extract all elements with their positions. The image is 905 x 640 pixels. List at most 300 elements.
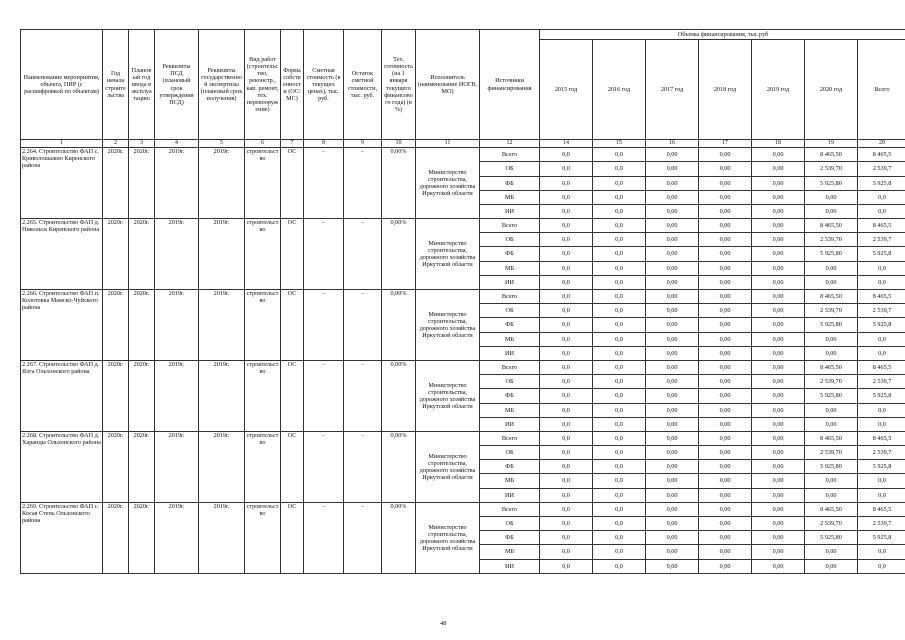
page-number: 48 bbox=[440, 620, 447, 627]
remaining-cost: - bbox=[344, 431, 382, 502]
financing-value: 0,0 bbox=[593, 502, 646, 516]
financing-value: 0,0 bbox=[858, 204, 905, 218]
header-start-year: Год начала строительства bbox=[103, 30, 129, 140]
financing-value: 8 465,5 bbox=[858, 502, 905, 516]
financing-value: 0,00 bbox=[646, 162, 699, 176]
column-number: 7 bbox=[281, 140, 304, 148]
financing-value: 0,00 bbox=[699, 346, 752, 360]
header-executor: Исполнитель (наименование ИОГВ, МО) bbox=[416, 30, 480, 140]
column-number: 16 bbox=[646, 140, 699, 148]
column-number: 15 bbox=[593, 140, 646, 148]
financing-value: 0,00 bbox=[646, 417, 699, 431]
financing-value: 0,00 bbox=[805, 332, 858, 346]
financing-value: 0,0 bbox=[540, 389, 593, 403]
header-2019: 2019 год bbox=[752, 40, 805, 140]
financing-source: Всего bbox=[480, 360, 540, 374]
expertise-year: 2019г. bbox=[199, 360, 245, 431]
expertise-year: 2019г. bbox=[199, 431, 245, 502]
financing-value: 0,00 bbox=[752, 446, 805, 460]
start-year: 2020г. bbox=[103, 360, 129, 431]
ownership: ОС bbox=[281, 360, 304, 431]
financing-value: 0,00 bbox=[646, 517, 699, 531]
financing-value: 0,0 bbox=[540, 247, 593, 261]
financing-value: 0,00 bbox=[752, 275, 805, 289]
financing-value: 2 539,7 bbox=[858, 304, 905, 318]
readiness: 0,00% bbox=[382, 219, 416, 290]
project-name: 2.265. Строительство ФАП д. Никольск Киренского района bbox=[21, 219, 103, 290]
header-2018: 2018 год bbox=[699, 40, 752, 140]
remaining-cost: - bbox=[344, 148, 382, 219]
financing-value: 0,0 bbox=[540, 318, 593, 332]
project-name: 2.264. Строительство ФАП с. Криволошажно Киренского района bbox=[21, 148, 103, 219]
financing-value: 8 465,50 bbox=[805, 431, 858, 445]
financing-source: Всего bbox=[480, 148, 540, 162]
financing-value: 0,0 bbox=[593, 176, 646, 190]
table-header bbox=[21, 30, 905, 148]
financing-value: 0,0 bbox=[593, 204, 646, 218]
readiness: 0,00% bbox=[382, 502, 416, 573]
financing-value: 0,00 bbox=[699, 290, 752, 304]
financing-value: 0,00 bbox=[699, 204, 752, 218]
remaining-cost: - bbox=[344, 360, 382, 431]
financing-source: ОБ bbox=[480, 162, 540, 176]
financing-value: 2 539,7 bbox=[858, 446, 905, 460]
financing-value: 0,00 bbox=[752, 559, 805, 573]
financing-value: 0,0 bbox=[540, 360, 593, 374]
financing-value: 0,00 bbox=[699, 219, 752, 233]
financing-value: 0,0 bbox=[593, 431, 646, 445]
financing-value: 0,0 bbox=[858, 474, 905, 488]
financing-value: 0,00 bbox=[752, 318, 805, 332]
financing-value: 0,00 bbox=[699, 403, 752, 417]
financing-value: 0,00 bbox=[805, 275, 858, 289]
header-remaining-cost: Остаток сметной стоимости, тыс. руб. bbox=[344, 30, 382, 140]
financing-value: 0,00 bbox=[752, 431, 805, 445]
financing-value: 0,0 bbox=[593, 190, 646, 204]
header-volumes: Объемы финансирования, тыс.руб bbox=[540, 30, 905, 40]
financing-source: ОБ bbox=[480, 375, 540, 389]
financing-value: 0,00 bbox=[805, 474, 858, 488]
financing-value: 0,0 bbox=[593, 488, 646, 502]
financing-value: 0,0 bbox=[540, 346, 593, 360]
estimated-cost: - bbox=[304, 148, 344, 219]
header-2017: 2017 год bbox=[646, 40, 699, 140]
financing-value: 8 465,5 bbox=[858, 290, 905, 304]
financing-value: 0,00 bbox=[646, 275, 699, 289]
financing-value: 0,00 bbox=[752, 460, 805, 474]
financing-value: 0,0 bbox=[540, 446, 593, 460]
financing-value: 0,00 bbox=[805, 261, 858, 275]
financing-value: 0,0 bbox=[540, 275, 593, 289]
financing-value: 8 465,50 bbox=[805, 502, 858, 516]
financing-value: 0,00 bbox=[646, 531, 699, 545]
financing-value: 0,00 bbox=[752, 332, 805, 346]
financing-value: 0,0 bbox=[593, 360, 646, 374]
column-number: 10 bbox=[382, 140, 416, 148]
financing-value: 0,0 bbox=[540, 332, 593, 346]
work-type: строительство bbox=[245, 148, 281, 219]
psd-year: 2019г. bbox=[155, 290, 199, 361]
financing-value: 0,0 bbox=[540, 290, 593, 304]
estimated-cost: - bbox=[304, 290, 344, 361]
financing-source: ОБ bbox=[480, 304, 540, 318]
financing-value: 0,0 bbox=[593, 531, 646, 545]
header-sources: Источники финансирования bbox=[480, 30, 540, 140]
table-row bbox=[21, 502, 905, 516]
financing-value: 0,00 bbox=[646, 460, 699, 474]
estimated-cost: - bbox=[304, 219, 344, 290]
financing-value: 0,0 bbox=[593, 290, 646, 304]
financing-value: 0,00 bbox=[752, 304, 805, 318]
financing-value: 0,0 bbox=[858, 545, 905, 559]
financing-value: 0,00 bbox=[646, 431, 699, 445]
work-type: строительство bbox=[245, 502, 281, 573]
column-number: 6 bbox=[245, 140, 281, 148]
psd-year: 2019г. bbox=[155, 219, 199, 290]
financing-value: 0,00 bbox=[699, 502, 752, 516]
financing-value: 0,00 bbox=[752, 488, 805, 502]
expertise-year: 2019г. bbox=[199, 290, 245, 361]
financing-value: 5 925,80 bbox=[805, 176, 858, 190]
financing-value: 0,00 bbox=[646, 559, 699, 573]
psd-year: 2019г. bbox=[155, 502, 199, 573]
financing-value: 0,00 bbox=[646, 176, 699, 190]
financing-value: 0,00 bbox=[699, 190, 752, 204]
header-estimated-cost: Сметная стоимость (в текущих ценах), тыс. руб. bbox=[304, 30, 344, 140]
financing-value: 0,00 bbox=[646, 488, 699, 502]
financing-value: 0,00 bbox=[646, 360, 699, 374]
financing-source: Всего bbox=[480, 219, 540, 233]
financing-value: 0,0 bbox=[593, 389, 646, 403]
readiness: 0,00% bbox=[382, 290, 416, 361]
financing-value: 0,00 bbox=[646, 233, 699, 247]
estimated-cost: - bbox=[304, 431, 344, 502]
financing-value: 0,0 bbox=[593, 517, 646, 531]
financing-value: 0,00 bbox=[805, 559, 858, 573]
psd-year: 2019г. bbox=[155, 148, 199, 219]
financing-value: 0,00 bbox=[646, 204, 699, 218]
estimated-cost: - bbox=[304, 360, 344, 431]
financing-value: 0,00 bbox=[699, 176, 752, 190]
financing-value: 2 539,7 bbox=[858, 162, 905, 176]
executor: Министерство строительства, дорожного хозяйства Иркутской области bbox=[416, 431, 480, 502]
financing-value: 0,0 bbox=[593, 148, 646, 162]
financing-value: 0,00 bbox=[699, 389, 752, 403]
financing-source: ИИ bbox=[480, 346, 540, 360]
financing-value: 0,0 bbox=[593, 332, 646, 346]
financing-value: 0,00 bbox=[646, 403, 699, 417]
work-type: строительство bbox=[245, 431, 281, 502]
financing-value: 0,00 bbox=[699, 261, 752, 275]
financing-value: 0,0 bbox=[593, 162, 646, 176]
financing-value: 0,00 bbox=[752, 375, 805, 389]
financing-value: 0,0 bbox=[540, 474, 593, 488]
header-psd: Реквизиты ПСД (плановый срок утверждения ПСД) bbox=[155, 30, 199, 140]
financing-value: 0,0 bbox=[593, 474, 646, 488]
financing-value: 0,0 bbox=[540, 375, 593, 389]
financing-source: Всего bbox=[480, 431, 540, 445]
table-row bbox=[21, 290, 905, 304]
financing-value: 0,0 bbox=[858, 275, 905, 289]
financing-value: 0,0 bbox=[540, 431, 593, 445]
financing-value: 0,00 bbox=[699, 531, 752, 545]
financing-value: 0,00 bbox=[699, 247, 752, 261]
financing-value: 5 925,8 bbox=[858, 318, 905, 332]
financing-value: 0,00 bbox=[752, 474, 805, 488]
financing-value: 0,0 bbox=[540, 190, 593, 204]
financing-value: 2 539,70 bbox=[805, 517, 858, 531]
financing-value: 0,0 bbox=[858, 403, 905, 417]
financing-value: 0,0 bbox=[593, 304, 646, 318]
financing-value: 0,0 bbox=[593, 375, 646, 389]
financing-value: 0,0 bbox=[540, 531, 593, 545]
financing-value: 0,0 bbox=[593, 261, 646, 275]
financing-value: 5 925,8 bbox=[858, 531, 905, 545]
column-number: 18 bbox=[752, 140, 805, 148]
executor: Министерство строительства, дорожного хозяйства Иркутской области bbox=[416, 219, 480, 290]
financing-value: 0,00 bbox=[805, 346, 858, 360]
executor: Министерство строительства, дорожного хозяйства Иркутской области bbox=[416, 360, 480, 431]
column-number: 3 bbox=[129, 140, 155, 148]
financing-value: 0,0 bbox=[593, 275, 646, 289]
executor: Министерство строительства, дорожного хозяйства Иркутской области bbox=[416, 290, 480, 361]
financing-value: 0,00 bbox=[646, 304, 699, 318]
column-number: 4 bbox=[155, 140, 199, 148]
readiness: 0,00% bbox=[382, 360, 416, 431]
psd-year: 2019г. bbox=[155, 431, 199, 502]
financing-value: 0,00 bbox=[752, 403, 805, 417]
column-number: 20 bbox=[858, 140, 905, 148]
readiness: 0,00% bbox=[382, 148, 416, 219]
financing-value: 8 465,5 bbox=[858, 360, 905, 374]
commission-year: 2020г. bbox=[129, 148, 155, 219]
table-row bbox=[21, 219, 905, 233]
expertise-year: 2019г. bbox=[199, 148, 245, 219]
financing-value: 0,00 bbox=[752, 233, 805, 247]
header-2016: 2016 год bbox=[593, 40, 646, 140]
work-type: строительство bbox=[245, 290, 281, 361]
ownership: ОС bbox=[281, 431, 304, 502]
financing-value: 8 465,50 bbox=[805, 148, 858, 162]
financing-value: 0,00 bbox=[699, 545, 752, 559]
commission-year: 2020г. bbox=[129, 290, 155, 361]
financing-value: 0,0 bbox=[540, 148, 593, 162]
financing-value: 0,0 bbox=[540, 176, 593, 190]
financing-source: МБ bbox=[480, 332, 540, 346]
financing-value: 0,00 bbox=[752, 417, 805, 431]
header-name: Наименование мероприятия, объекта, ПИР (с расшифровкой по объектам) bbox=[21, 30, 103, 140]
financing-value: 8 465,50 bbox=[805, 219, 858, 233]
financing-value: 0,00 bbox=[646, 318, 699, 332]
financing-source: ИИ bbox=[480, 204, 540, 218]
project-name: 2.266. Строительство ФАП п. Колотовка Мамско-Чуйского района bbox=[21, 290, 103, 361]
financing-value: 0,0 bbox=[540, 460, 593, 474]
column-number: 5 bbox=[199, 140, 245, 148]
financing-value: 0,0 bbox=[540, 162, 593, 176]
financing-value: 0,00 bbox=[699, 332, 752, 346]
table-row bbox=[21, 360, 905, 374]
column-number: 2 bbox=[103, 140, 129, 148]
financing-value: 2 539,70 bbox=[805, 162, 858, 176]
financing-value: 0,00 bbox=[646, 290, 699, 304]
start-year: 2020г. bbox=[103, 290, 129, 361]
financing-value: 0,00 bbox=[646, 148, 699, 162]
financing-source: ОБ bbox=[480, 446, 540, 460]
financing-value: 0,0 bbox=[858, 559, 905, 573]
financing-value: 5 925,80 bbox=[805, 531, 858, 545]
financing-value: 5 925,80 bbox=[805, 389, 858, 403]
financing-value: 0,0 bbox=[540, 502, 593, 516]
ownership: ОС bbox=[281, 290, 304, 361]
column-number: 8 bbox=[304, 140, 344, 148]
financing-value: 5 925,80 bbox=[805, 460, 858, 474]
commission-year: 2020г. bbox=[129, 431, 155, 502]
financing-value: 2 539,70 bbox=[805, 375, 858, 389]
financing-value: 8 465,50 bbox=[805, 290, 858, 304]
financing-value: 0,00 bbox=[752, 247, 805, 261]
financing-value: 0,0 bbox=[540, 488, 593, 502]
commission-year: 2020г. bbox=[129, 502, 155, 573]
financing-source: ИИ bbox=[480, 417, 540, 431]
financing-value: 0,00 bbox=[752, 204, 805, 218]
financing-value: 0,00 bbox=[699, 417, 752, 431]
project-name: 2.268. Строительство ФАП д. Харанцы Ольхонского района bbox=[21, 431, 103, 502]
start-year: 2020г. bbox=[103, 502, 129, 573]
financing-value: 0,00 bbox=[752, 346, 805, 360]
financing-value: 0,00 bbox=[646, 446, 699, 460]
financing-value: 8 465,50 bbox=[805, 360, 858, 374]
financing-value: 0,0 bbox=[593, 545, 646, 559]
financing-value: 0,0 bbox=[858, 190, 905, 204]
financing-source: ФБ bbox=[480, 247, 540, 261]
financing-value: 0,00 bbox=[752, 219, 805, 233]
psd-year: 2019г. bbox=[155, 360, 199, 431]
financing-value: 0,0 bbox=[593, 460, 646, 474]
header-readiness: Тех. готовность (на 1 января текущего финансового года) (в %) bbox=[382, 30, 416, 140]
start-year: 2020г. bbox=[103, 431, 129, 502]
financing-value: 0,00 bbox=[699, 148, 752, 162]
column-number: 17 bbox=[699, 140, 752, 148]
financing-value: 0,00 bbox=[646, 219, 699, 233]
financing-value: 0,00 bbox=[699, 517, 752, 531]
financing-value: 0,0 bbox=[540, 233, 593, 247]
financing-value: 0,00 bbox=[699, 275, 752, 289]
financing-value: 0,00 bbox=[646, 332, 699, 346]
financing-value: 0,00 bbox=[752, 148, 805, 162]
table-row bbox=[21, 431, 905, 445]
financing-value: 0,00 bbox=[646, 474, 699, 488]
financing-source: ФБ bbox=[480, 318, 540, 332]
header-2020: 2020 год bbox=[805, 40, 858, 140]
financing-value: 5 925,8 bbox=[858, 176, 905, 190]
financing-value: 2 539,7 bbox=[858, 375, 905, 389]
header-expertise: Реквизиты государственной экспертизы (плановый срок получения) bbox=[199, 30, 245, 140]
financing-value: 0,00 bbox=[646, 502, 699, 516]
financing-source: МБ bbox=[480, 190, 540, 204]
commission-year: 2020г. bbox=[129, 360, 155, 431]
financing-value: 0,0 bbox=[858, 261, 905, 275]
financing-value: 0,00 bbox=[699, 474, 752, 488]
financing-value: 0,00 bbox=[699, 375, 752, 389]
start-year: 2020г. bbox=[103, 219, 129, 290]
financing-value: 0,0 bbox=[540, 559, 593, 573]
financing-value: 0,0 bbox=[540, 545, 593, 559]
financing-value: 0,00 bbox=[752, 389, 805, 403]
financing-value: 0,0 bbox=[593, 219, 646, 233]
start-year: 2020г. bbox=[103, 148, 129, 219]
financing-value: 5 925,8 bbox=[858, 389, 905, 403]
financing-value: 0,00 bbox=[646, 545, 699, 559]
financing-source: МБ bbox=[480, 474, 540, 488]
financing-source: Всего bbox=[480, 502, 540, 516]
financing-source: ФБ bbox=[480, 389, 540, 403]
financing-value: 0,0 bbox=[593, 446, 646, 460]
remaining-cost: - bbox=[344, 219, 382, 290]
financing-value: 0,00 bbox=[699, 559, 752, 573]
financing-value: 0,00 bbox=[752, 502, 805, 516]
ownership: ОС bbox=[281, 502, 304, 573]
financing-table bbox=[20, 29, 905, 574]
financing-value: 0,0 bbox=[593, 403, 646, 417]
financing-source: ОБ bbox=[480, 517, 540, 531]
financing-source: ФБ bbox=[480, 531, 540, 545]
estimated-cost: - bbox=[304, 502, 344, 573]
financing-value: 0,0 bbox=[540, 261, 593, 275]
financing-value: 0,00 bbox=[699, 360, 752, 374]
table-row bbox=[21, 148, 905, 162]
financing-value: 0,00 bbox=[805, 545, 858, 559]
financing-source: ИИ bbox=[480, 559, 540, 573]
commission-year: 2020г. bbox=[129, 219, 155, 290]
financing-value: 0,0 bbox=[540, 304, 593, 318]
financing-value: 0,00 bbox=[699, 318, 752, 332]
column-number: 1 bbox=[21, 140, 103, 148]
financing-value: 0,00 bbox=[646, 247, 699, 261]
financing-value: 8 465,5 bbox=[858, 148, 905, 162]
financing-value: 0,00 bbox=[752, 517, 805, 531]
financing-source: ФБ bbox=[480, 460, 540, 474]
header-commission-year: Плановый год ввода в эксплуатацию bbox=[129, 30, 155, 140]
financing-value: 0,00 bbox=[752, 531, 805, 545]
financing-value: 0,0 bbox=[593, 346, 646, 360]
financing-value: 0,0 bbox=[858, 417, 905, 431]
financing-value: 0,00 bbox=[699, 446, 752, 460]
financing-value: 2 539,7 bbox=[858, 233, 905, 247]
project-name: 2.269. Строительство ФАП с. Косая Степь Ольхонского района bbox=[21, 502, 103, 573]
financing-value: 0,0 bbox=[858, 332, 905, 346]
work-type: строительство bbox=[245, 219, 281, 290]
financing-source: МБ bbox=[480, 545, 540, 559]
financing-value: 0,00 bbox=[699, 162, 752, 176]
header-total: Всего bbox=[858, 40, 905, 140]
financing-value: 0,00 bbox=[805, 403, 858, 417]
financing-value: 0,0 bbox=[593, 318, 646, 332]
financing-value: 0,0 bbox=[858, 346, 905, 360]
financing-value: 2 539,7 bbox=[858, 517, 905, 531]
financing-value: 0,00 bbox=[699, 431, 752, 445]
financing-value: 5 925,8 bbox=[858, 247, 905, 261]
column-number: 14 bbox=[540, 140, 593, 148]
executor: Министерство строительства, дорожного хозяйства Иркутской области bbox=[416, 502, 480, 573]
financing-value: 0,0 bbox=[540, 403, 593, 417]
financing-value: 0,00 bbox=[646, 346, 699, 360]
financing-value: 0,00 bbox=[805, 190, 858, 204]
financing-value: 0,00 bbox=[805, 204, 858, 218]
financing-value: 0,0 bbox=[540, 517, 593, 531]
financing-value: 0,00 bbox=[752, 545, 805, 559]
financing-value: 0,0 bbox=[593, 247, 646, 261]
financing-value: 2 539,70 bbox=[805, 446, 858, 460]
